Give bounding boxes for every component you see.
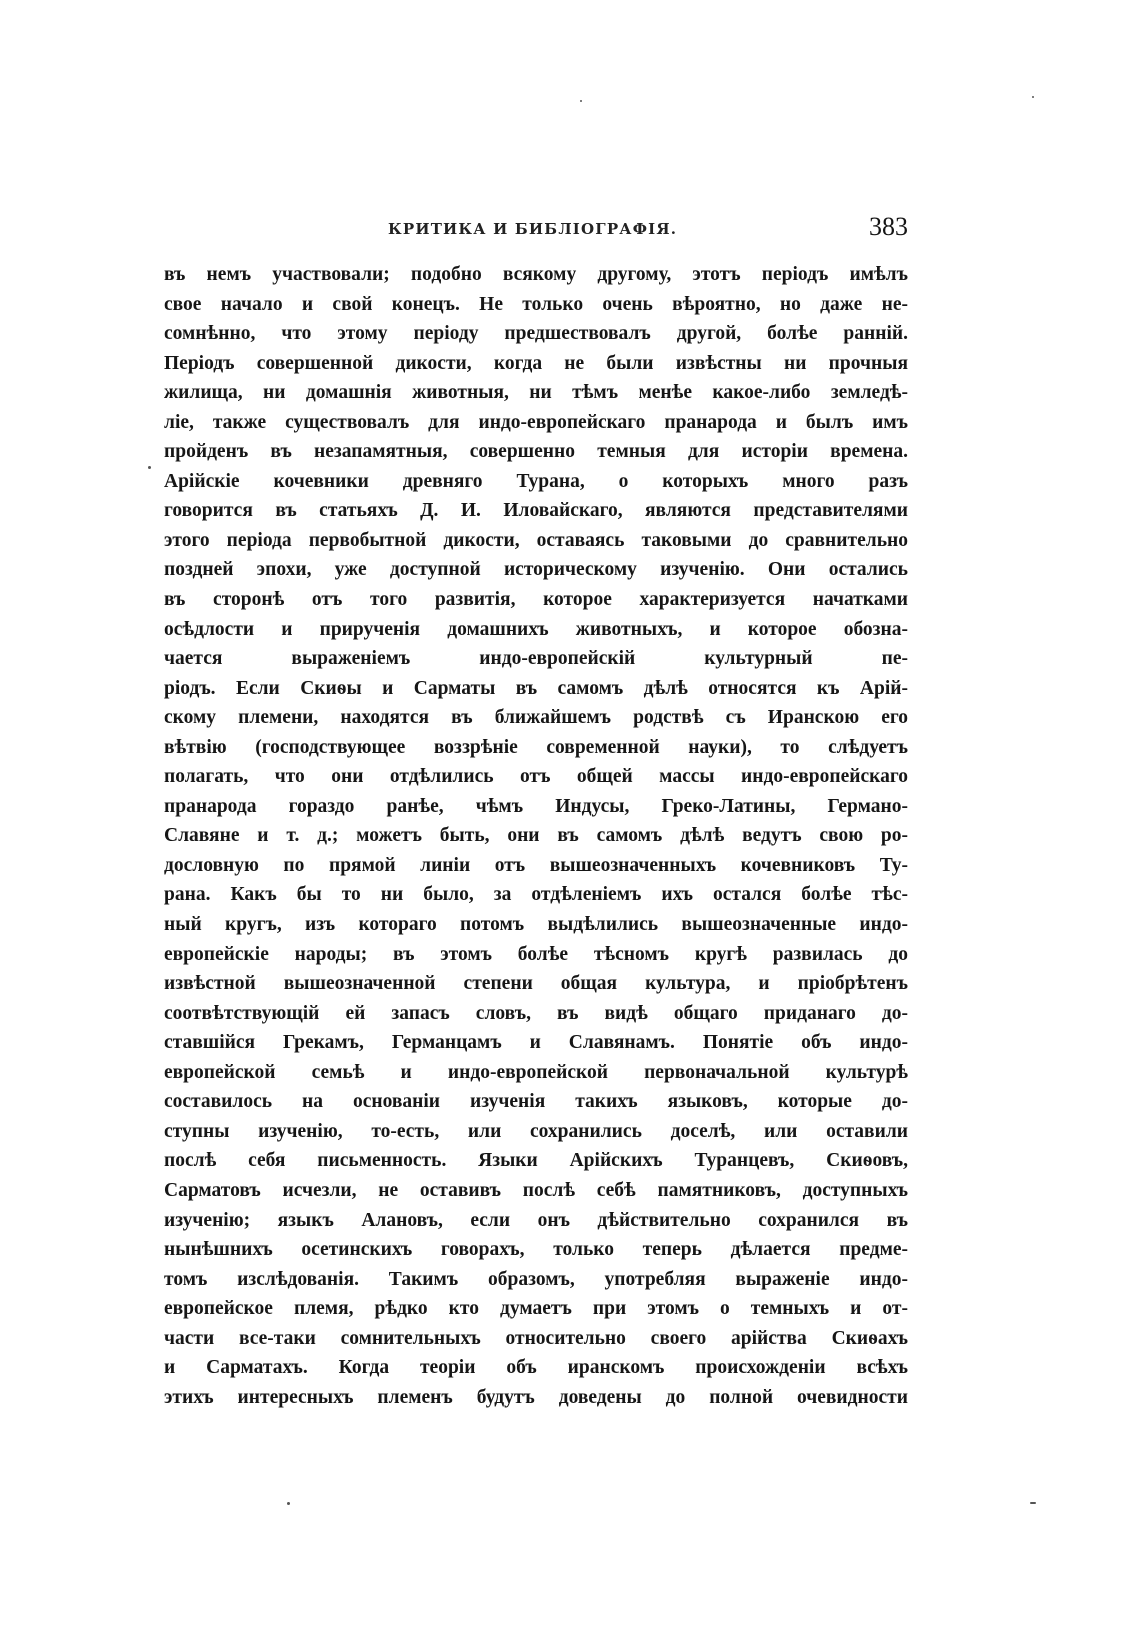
text-line: въ немъ участвовали; подобно всякому другому, этотъ періодъ имѣлъ xyxy=(164,264,908,285)
text-line: свое начало и свой конецъ. Не только очень вѣроятно, но даже не- xyxy=(164,293,908,315)
running-head xyxy=(388,212,908,246)
text-line: ріодъ. Если Скиѳы и Сарматы въ самомъ дѣлѣ относятся къ Арій- xyxy=(164,677,908,699)
scan-speck xyxy=(580,100,582,102)
text-line: дословную по прямой линіи отъ вышеозначенныхъ кочевниковъ Ту- xyxy=(164,854,908,876)
text-line: скому племени, находятся въ ближайшемъ родствѣ съ Иранскою его xyxy=(164,707,908,729)
text-line: послѣ себя письменность. Языки Арійскихъ Туранцевъ, Скиѳовъ, xyxy=(164,1150,908,1172)
page-number: 383 xyxy=(869,212,908,241)
text-line: жилища, ни домашнія животныя, ни тѣмъ менѣе какое-либо земледѣ- xyxy=(164,382,908,404)
text-line: пройденъ въ незапамятныя, совершенно темныя для исторіи времена. xyxy=(164,441,908,463)
text-line: въ сторонѣ отъ того развитія, которое характеризуется начатками xyxy=(164,589,908,611)
text-line: этихъ интересныхъ племенъ будутъ доведены до полной очевидности xyxy=(164,1386,908,1408)
text-line: ліе, также существовалъ для индо-европейскаго пранарода и былъ имъ xyxy=(164,411,908,433)
text-line: пранарода гораздо ранѣе, чѣмъ Индусы, Греко-Латины, Германо- xyxy=(164,795,908,817)
text-line: и Сарматахъ. Когда теоріи объ иранскомъ происхожденіи всѣхъ xyxy=(164,1357,908,1379)
text-line: томъ изслѣдованія. Такимъ образомъ, употребляя выраженіе индо- xyxy=(164,1268,908,1290)
scan-speck xyxy=(1032,96,1034,98)
text-line: соотвѣтствующій ей запасъ словъ, въ видѣ общаго приданаго до- xyxy=(164,1002,908,1024)
text-line: осѣдлости и прирученія домашнихъ животныхъ, и которое обозна- xyxy=(164,618,908,640)
text-line: Арійскіе кочевники древняго Турана, о которыхъ много разъ xyxy=(164,470,908,492)
text-line: вѣтвію (господствующее воззрѣніе современной науки), то слѣдуетъ xyxy=(164,736,908,758)
text-line: составилось на основаніи изученія такихъ языковъ, которые до- xyxy=(164,1091,908,1113)
running-title: КРИТИКА И БИБЛІОГРАФІЯ. xyxy=(388,220,678,238)
text-line: сомнѣнно, что этому періоду предшествовалъ другой, болѣе ранній. xyxy=(164,323,908,345)
scan-speck xyxy=(287,1502,290,1505)
text-line: чается выраженіемъ индо-европейскій культурный пе- xyxy=(164,648,908,670)
scan-speck xyxy=(148,466,151,469)
text-line: европейской семьѣ и индо-европейской первоначальной культурѣ xyxy=(164,1061,908,1083)
text-line: Славяне и т. д.; можетъ быть, они въ самомъ дѣлѣ ведутъ свою ро- xyxy=(164,825,908,847)
text-line: рана. Какъ бы то ни было, за отдѣленіемъ ихъ остался болѣе тѣс- xyxy=(164,884,908,906)
text-line: поздней эпохи, уже доступной историческому изученію. Они остались xyxy=(164,559,908,581)
text-line: европейскіе народы; въ этомъ болѣе тѣсномъ кругѣ развилась до xyxy=(164,943,908,965)
body-text xyxy=(164,260,908,1412)
text-line: этого періода первобытной дикости, оставаясь таковыми до сравнительно xyxy=(164,529,908,551)
text-line: ный кругъ, изъ котораго потомъ выдѣлились вышеозначенные индо- xyxy=(164,914,908,936)
text-line: полагать, что они отдѣлились отъ общей массы индо-европейскаго xyxy=(164,766,908,788)
text-line: ступны изученію, то-есть, или сохранились доселѣ, или оставили xyxy=(164,1120,908,1142)
text-line: Сарматовъ исчезли, не оставивъ послѣ себѣ памятниковъ, доступныхъ xyxy=(164,1179,908,1201)
scan-speck xyxy=(1030,1502,1036,1504)
text-line: извѣстной вышеозначенной степени общая культура, и пріобрѣтенъ xyxy=(164,973,908,995)
text-line: ставшійся Грекамъ, Германцамъ и Славянамъ. Понятіе объ индо- xyxy=(164,1032,908,1054)
text-line: европейское племя, рѣдко кто думаетъ при этомъ о темныхъ и от- xyxy=(164,1298,908,1320)
text-line: нынѣшнихъ осетинскихъ говорахъ, только теперь дѣлается предме- xyxy=(164,1239,908,1261)
text-line: Періодъ совершенной дикости, когда не были извѣстны ни прочныя xyxy=(164,352,908,374)
text-line: изученію; языкъ Алановъ, если онъ дѣйствительно сохранился въ xyxy=(164,1209,908,1231)
text-line: части все-таки сомнительныхъ относительно своего арійства Скиѳахъ xyxy=(164,1327,908,1349)
text-line: говорится въ статьяхъ Д. И. Иловайскаго, являются представителями xyxy=(164,500,908,522)
